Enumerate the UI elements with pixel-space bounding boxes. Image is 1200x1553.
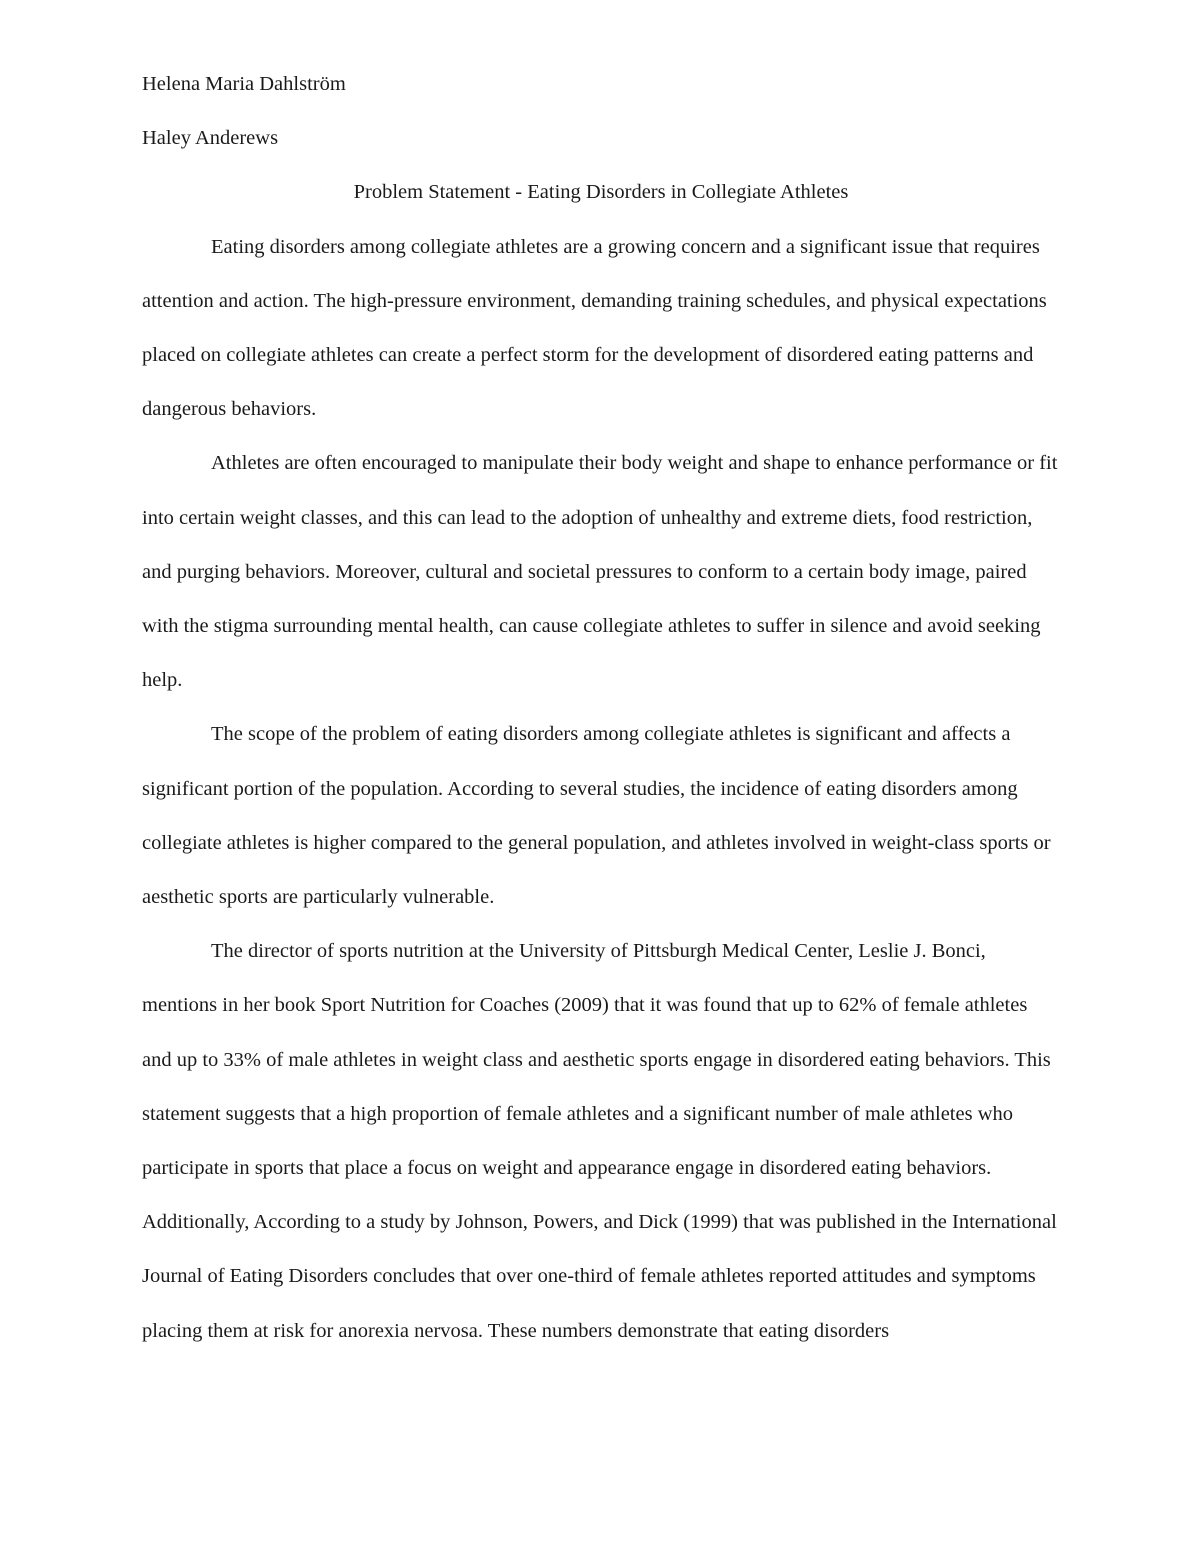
instructor-name: Haley Anderews — [142, 127, 279, 150]
document-body — [142, 57, 1060, 1358]
document-title: Problem Statement - Eating Disorders in Collegiate Athletes — [353, 181, 849, 204]
paragraph-statistics: The director of sports nutrition at the University of Pittsburgh Medical Center, Leslie J. Bonci, mentions in her book Sport Nutrition for Coaches (2009) that it was found that up to 62% of female athletes and up to 33% of male athletes in weight class and aesthetic sports engage in disordered eating behaviors. This statement suggests that a high proportion of female athletes and a significant number of male athletes who participate in sports that place a focus on weight and appearance engage in disordered eating behaviors. Additionally, According to a study by Johnson, Powers, and Dick (1999) that was published in the International Journal of Eating Disorders concludes that over one-third of female athletes reported attitudes and symptoms placing them at risk for anorexia nervosa. These numbers demonstrate that eating disorders — [142, 940, 1057, 1342]
paragraph-scope: The scope of the problem of eating disorders among collegiate athletes is significant and affects a significant portion of the population. According to several studies, the incidence of eating disorders among collegiate athletes is higher compared to the general population, and athletes involved in weight-class sports or aesthetic sports are particularly vulnerable. — [142, 723, 1051, 909]
paragraph-intro: Eating disorders among collegiate athletes are a growing concern and a significant issue that requires attention and action. The high-pressure environment, demanding training schedules, and physical expectations placed on collegiate athletes can create a perfect storm for the development of disordered eating patterns and dangerous behaviors. — [142, 235, 1047, 421]
paragraph-pressures: Athletes are often encouraged to manipulate their body weight and shape to enhance performance or fit into certain weight classes, and this can lead to the adoption of unhealthy and extreme diets, food restriction, and purging behaviors. Moreover, cultural and societal pressures to conform to a certain body image, paired with the stigma surrounding mental health, can cause collegiate athletes to suffer in silence and avoid seeking help. — [142, 452, 1058, 692]
author-name: Helena Maria Dahlström — [142, 73, 346, 95]
